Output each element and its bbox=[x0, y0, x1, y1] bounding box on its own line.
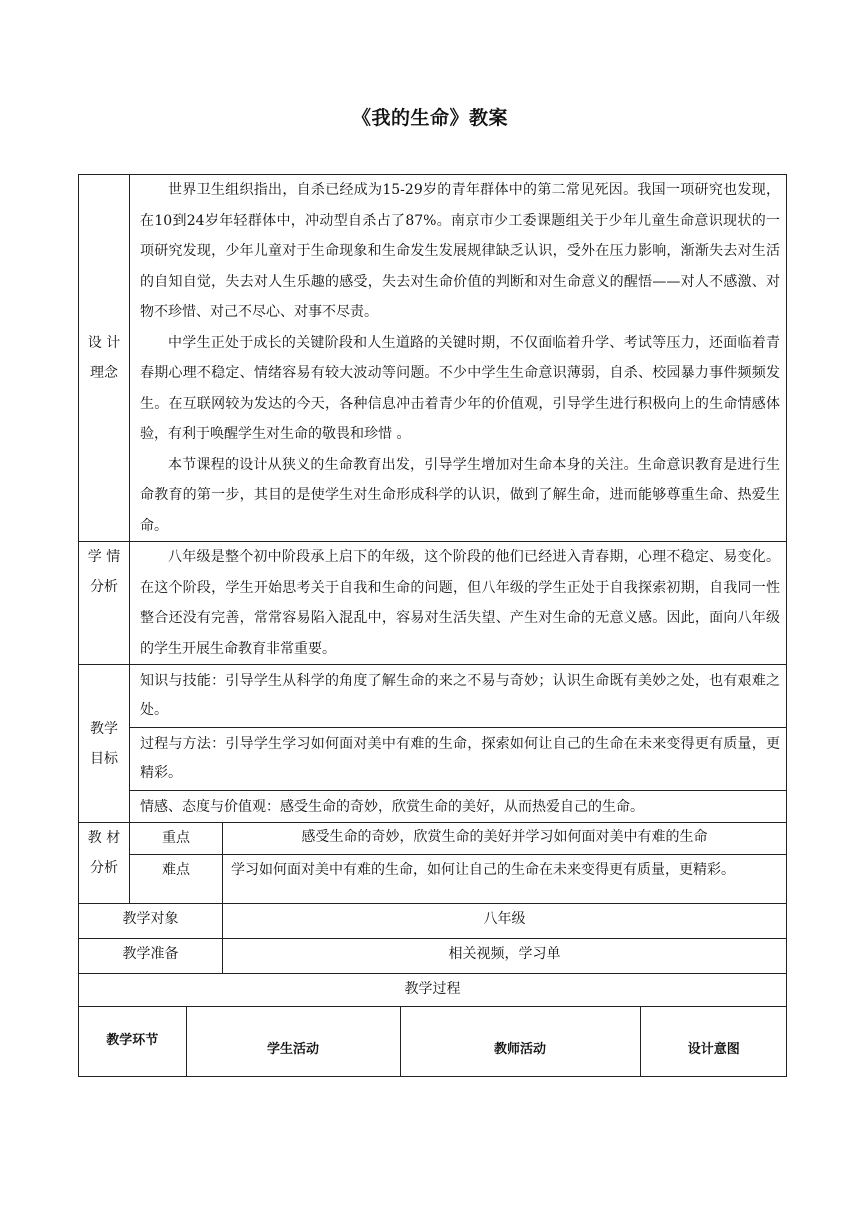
process-columns-row bbox=[79, 1007, 787, 1077]
goals-label-line1: 教学 bbox=[90, 720, 118, 737]
process-heading: 教学过程 bbox=[79, 974, 787, 1007]
column-header-student: 学生活动 bbox=[186, 1007, 400, 1076]
goal-process: 过程与方法：引导学生学习如何面对美中有难的生命，探索如何让自己的生命在未来变得更有质量，更精彩。 bbox=[130, 728, 786, 791]
process-columns-table bbox=[79, 1007, 787, 1076]
preparation-label: 教学准备 bbox=[79, 939, 223, 974]
page-title: 《我的生命》教案 bbox=[351, 107, 508, 129]
goals-row bbox=[79, 665, 787, 823]
difficult-point-text: 学习如何面对美中有难的生命，如何让自己的生命在未来变得更有质量，更精彩。 bbox=[223, 855, 787, 904]
materials-label-line1: 教 材 bbox=[87, 830, 121, 846]
key-point-label: 重点 bbox=[130, 823, 223, 855]
process-heading-row bbox=[79, 974, 787, 1007]
materials-difficult-row bbox=[79, 855, 787, 904]
goals-label-line2: 目标 bbox=[90, 750, 118, 767]
design-label-line1: 设 计 bbox=[87, 335, 121, 351]
design-label-line2: 理念 bbox=[90, 365, 118, 381]
design-concept-content bbox=[130, 175, 787, 542]
design-concept-label bbox=[79, 175, 130, 542]
preparation-row bbox=[79, 939, 787, 974]
design-paragraph: 世界卫生组织指出，自杀已经成为15-29岁的青年群体中的第二常见死因。我国一项研究也发现，在10到24岁年轻群体中，冲动型自杀占了87%。南京市少工委课题组关于少年儿童生命意识现状的一项研究发现，少年儿童对于生命现象和生命发生发展规律缺乏认识，受外在压力影响，渐渐失去对生活的自知自觉，失去对人生乐趣的感受，失去对生命价值的判断和对生命意义的醒悟——对人不感激、对物不珍惜、对己不尽心、对事不尽责。 bbox=[140, 182, 781, 320]
difficult-point-label: 难点 bbox=[130, 855, 223, 904]
goal-knowledge: 知识与技能：引导学生从科学的角度了解生命的来之不易与奇妙；认识生命既有美妙之处，也有艰难之处。 bbox=[130, 665, 786, 728]
preparation-value: 相关视频，学习单 bbox=[223, 939, 787, 974]
situation-label bbox=[79, 542, 130, 665]
design-paragraph: 中学生正处于成长的关键阶段和人生道路的关键时期，不仅面临着升学、考试等压力，还面临着青春期心理不稳定、情绪容易有较大波动等问题。不少中学生生命意识薄弱，自杀、校园暴力事件频频发生。在互联网较为发达的今天，各种信息冲击着青少年的价值观，引导学生进行积极向上的生命情感体验，有利于唤醒学生对生命的敬畏和珍惜 。 bbox=[140, 334, 781, 442]
audience-label: 教学对象 bbox=[79, 904, 223, 939]
column-header-teacher: 教师活动 bbox=[400, 1007, 640, 1076]
audience-value: 八年级 bbox=[223, 904, 787, 939]
materials-label bbox=[79, 823, 130, 904]
goals-label bbox=[79, 665, 130, 823]
goal-emotion: 情感、态度与价值观：感受生命的奇妙，欣赏生命的美好，从而热爱自己的生命。 bbox=[140, 799, 644, 815]
materials-label-line2: 分析 bbox=[90, 860, 118, 876]
key-point-text: 感受生命的奇妙，欣赏生命的美好并学习如何面对美中有难的生命 bbox=[223, 823, 787, 855]
situation-text: 八年级是整个初中阶段承上启下的年级，这个阶段的他们已经进入青春期，心理不稳定、易变化。在这个阶段，学生开始思考关于自我和生命的问题，但八年级的学生正处于自我探索初期，自我同一性整合还没有完善，常常容易陷入混乱中，容易对生活失望、产生对生命的无意义感。因此，面向八年级的学生开展生命教育非常重要。 bbox=[140, 549, 781, 657]
lesson-plan-table bbox=[78, 174, 787, 1077]
situation-content bbox=[130, 542, 787, 665]
goals-content bbox=[130, 665, 787, 823]
column-header-stage: 教学环节 bbox=[79, 1007, 186, 1076]
process-columns-cell bbox=[79, 1007, 787, 1077]
situation-label-line1: 学 情 bbox=[87, 549, 121, 565]
design-concept-row bbox=[79, 175, 787, 542]
situation-row bbox=[79, 542, 787, 665]
materials-key-row bbox=[79, 823, 787, 855]
column-header-intent: 设计意图 bbox=[687, 1042, 740, 1057]
design-paragraph: 本节课程的设计从狭义的生命教育出发，引导学生增加对生命本身的关注。生命意识教育是进行生命教育的第一步，其目的是使学生对生命形成科学的认识，做到了解生命，进而能够尊重生命、热爱生命。 bbox=[140, 456, 781, 534]
situation-label-line2: 分析 bbox=[90, 579, 118, 595]
audience-row bbox=[79, 904, 787, 939]
